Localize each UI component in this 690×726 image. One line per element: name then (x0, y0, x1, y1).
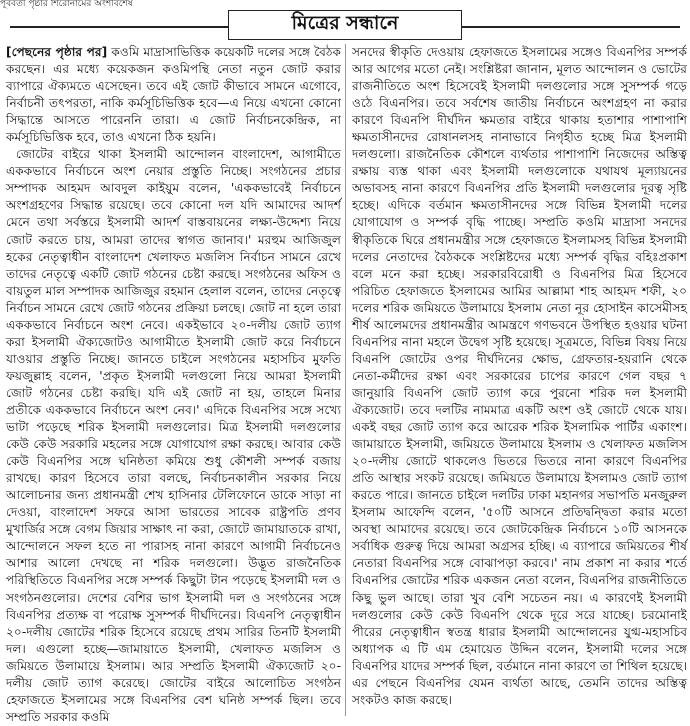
article-column-left (6, 44, 342, 724)
paragraph (6, 44, 341, 146)
previous-text-strip: পূর্ববর্তী পৃষ্ঠার শিরোনামের অংশবিশেষ (0, 0, 133, 9)
continuation-label: [পেছনের পৃষ্ঠার পর] (6, 45, 108, 59)
headline-box (228, 10, 462, 40)
paragraph-text: কওমি মাদ্রাসাভিত্তিক কয়েকটি দলের সঙ্গে বৈঠক করছেন। এর মধ্যে কয়েকজন কওমিপন্থি নেতা নতুন জোট করার ব্যাপারে ঐক্যমতে এসেছেন। তবে এই জোট কীভাবে সামনে এগোবে, নির্বাচনী তৎপরতা, নাকি কর্মসূচিভিত্তিক হবে—এ নিয়ে এখনো কোনো সিদ্ধান্তে আসতে পারেননি তারা। এ জোট নির্বাচনকেন্দ্রিক, না কর্মসূচিভিত্তিক হবে, তাও এখনো ঠিক হয়নি। (6, 45, 342, 145)
column-divider (345, 44, 346, 716)
headline-rule-right (462, 26, 680, 28)
headline-rule-left (10, 26, 228, 28)
paragraph: সনদের স্বীকৃতি দেওয়ায় হেফাজতে ইসলামের সঙ্গেও বিএনপির সম্পর্ক আর আগের মতো নেই। সংশ্লিষ্টরা জানান, মূলত আন্দোলন ও ভোটের রাজনীতিতে অংশ হিসেবেই ইসলামী দলগুলোর সঙ্গে সুসম্পর্ক গড়ে ওঠে বিএনপির। তবে সর্বশেষ জাতীয় নির্বাচনে অংশগ্রহণ না করার কারণে বিএনপি দীর্ঘদিন ক্ষমতার বাইরে থাকায় হতাশার পাশাপাশি ক্ষমতাসীনদের রোষানলসহ নানাভাবে নিগৃহীত হচ্ছে মিত্র ইসলামী দলগুলো। রাজনৈতিক কৌশলে ব্যর্থতার পাশাপাশি নিজেদের অস্তিত্ব রক্ষায় ব্যস্ত থাকা এবং ইসলামী দলগুলোকে যথাযথ মূল্যায়নের অভাবসহ নানা কারণে বিএনপির প্রতি ইসলামী দলগুলোর দূরত্ব সৃষ্টি হচ্ছে। এদিকে বর্তমান ক্ষমতাসীনদের সঙ্গে বিভিন্ন ইসলামী দলের যোগাযোগ ও সম্পর্ক বৃদ্ধি পাচ্ছে। সম্প্রতি কওমি মাদ্রাসা সনদের স্বীকৃতিকে ঘিরে প্রধানমন্ত্রীর সঙ্গে হেফাজতে ইসলামসহ বিভিন্ন ইসলামী দলের নেতাদের বৈঠককে সংশ্লিষ্টদের মধ্যে সম্পর্ক বৃদ্ধির বহিঃপ্রকাশ বলে মনে করা হচ্ছে। সরকারবিরোধী ও বিএনপির মিত্র হিসেবে পরিচিত হেফাজতে ইসলামের আমির আল্লামা শাহ আহমদ শফী, ২০ দলের শরিক জমিয়তে উলামায়ে ইসলাম নেতা নূর হোসাইন কাসেমীসহ শীর্ষ আলেমদের প্রধানমন্ত্রীর আমন্ত্রণে গণভবনে উপস্থিত হওয়ার ঘটনা বিএনপির নানা মহলে উদ্বেগ সৃষ্টি হয়েছে। সূত্রমতে, বিভিন্ন বিষয় নিয়ে বিএনপি জোটের ওপর দীর্ঘদিনের ক্ষোভ, গ্রেফতার-হয়রানি থেকে নেতা-কর্মীদের রক্ষা এবং সরকারের চাপের কারণে গেল বছর ৭ জানুয়ারি বিএনপি জোট ত্যাগ করে পুরনো শরিক দল ইসলামী ঐক্যজোট। তবে দলটির নামমাত্র একটি অংশ ওই জোটে থেকে যায়। একই বছর জোট ত্যাগ করে আরেক শরিক ইসলামিক পার্টির একাংশ। জামায়াতে ইসলামী, জমিয়তে উলামায়ে ইসলাম ও খেলাফত মজলিস ২০-দলীয় জোটে থাকলেও ভিতরে ভিতরে নানা কারণে বিএনপির প্রতি আস্থার সংকট রয়েছে। জমিয়তে উলামায়ে ইসলামও জোট ত্যাগ করতে পারে। জানতে চাইলে দলটির ঢাকা মহানগর সভাপতি মনজুরুল ইসলাম আফেন্দি বলেন, '৫০টি আসনে প্রতিদ্বন্দ্বিতা করার মতো অবস্থা আমাদের রয়েছে। তবে জোটকেন্দ্রিক নির্বাচনে ১০টি আসনকে সর্বাধিক গুরুত্ব দিয়ে আমরা অগ্রসর হচ্ছি। এ ব্যাপারে জমিয়তের শীর্ষ নেতারা বিএনপির সঙ্গে বোঝাপড়া করবে।' নাম প্রকাশ না করার শর্তে বিএনপির জোটের শরিক একজন নেতা বলেন, বিএনপির রাজনীতিতে কিছু ভুল আছে। তারা খুব বেশি সচেতন নয়। এ কারণেই ইসলামী দলগুলোর কেউ কেউ বিএনপি থেকে দূরে সরে যাচ্ছে। চরমোনাই পীরের নেতৃত্বাধীন স্বতন্ত্র ধারার ইসলামী আন্দোলনের যুগ্ম-মহাসচিব অধ্যাপক এ টি এম হেমায়েত উদ্দিন বলেন, ইসলামী দলের সঙ্গে বিএনপির যাদের সম্পর্ক ছিল, বর্তমানে নানা কারণে তা শিথিল হয়েছে। এর পেছনে বিএনপির যেমন ব্যর্থতা আছে, তেমনি তাদের অস্তিত্ব সংকটও কাজ করছে। (352, 45, 687, 707)
headline: মিত্রের সন্ধানে (291, 12, 399, 34)
paragraph: জোটের বাইরে থাকা ইসলামী আন্দোলন বাংলাদেশ, আগামীতে এককভাবে নির্বাচনে অংশ নেয়ার প্রস্তুতি নিচ্ছে। সংগঠনের প্রচার সম্পাদক আহমদ আবদুল কাইয়ুম বলেন, 'এককভাবেই নির্বাচনে অংশগ্রহণের সিদ্ধান্ত রয়েছে। তবে কোনো দল যদি আমাদের আদর্শ মেনে তথা সর্বস্তরে ইসলামী আদর্শ বাস্তবায়নের লক্ষ্য-উদ্দেশ্য নিয়ে জোট করতে চায়, আমরা তাদের স্বাগত জানাব।' মরহুম আজিজুল হকের নেতৃত্বাধীন বাংলাদেশ খেলাফত মজলিস নির্বাচন সামনে রেখে তাদের নেতৃত্বে একটি জোট গঠনের চেষ্টা করছে। সংগঠনের অফিস ও বায়তুল মাল সম্পাদক আজিজুর রহমান হেলাল বলেন, তাদের নেতৃত্বে নির্বাচন সামনে রেখে জোট গঠনের প্রক্রিয়া চলছে। জোট না হলে তারা এককভাবে নির্বাচনে অংশ নেবে। একইভাবে ২০-দলীয় জোট ত্যাগ করা ইসলামী ঐক্যজোটও আগামীতে ইসলামী জোট করে নির্বাচনে যাওয়ার প্রস্তুতি নিচ্ছে। জানতে চাইলে সংগঠনের মহাসচিব মুফতি ফয়জুল্লাহ বলেন, 'প্রকৃত ইসলামী দলগুলো নিয়ে আমরা ইসলামী জোট গঠনের চেষ্টা করছি। যদি এই জোট না হয়, তাহলে মিনার প্রতীকে এককভাবে নির্বাচনে অংশ নেব।' এদিকে বিএনপির সঙ্গে সখ্যে ভাটা পড়েছে শরিক ইসলামী দলগুলোর। মিত্র ইসলামী দলগুলোর কেউ কেউ সরকারি মহলের সঙ্গে যোগাযোগ রক্ষা করছে। আবার কেউ কেউ বিএনপির সঙ্গে ঘনিষ্ঠতা কমিয়ে শুধু কৌশলী সম্পর্ক বজায় রাখছে। কারণ হিসেবে তারা বলছে, নির্বাচনকালীন সরকার নিয়ে আলোচনার জন্য প্রধানমন্ত্রী শেখ হাসিনার টেলিফোনে ডাকে সাড়া না দেওয়া, বাংলাদেশ সফরে আসা ভারতের সাবেক রাষ্ট্রপতি প্রণব মুখার্জির সঙ্গে বেগম জিয়ার সাক্ষাৎ না করা, জোটে জামায়াতকে রাখা, আন্দোলনে সফল হতে না পারাসহ নানা কারণে আগামী নির্বাচনেও আশার আলো দেখছে না শরিক দলগুলো। উদ্ভূত রাজনৈতিক পরিস্থিতিতে বিএনপির সঙ্গে সম্পর্ক কিছুটা টান পড়েছে ইসলামী দল ও সংগঠনগুলোর। দেশের বেশির ভাগ ইসলামী দল ও সংগঠনের সঙ্গে বিএনপির প্রত্যক্ষ বা পরোক্ষ সুসম্পর্ক দীর্ঘদিনের। বিএনপি নেতৃত্বাধীন ২০-দলীয় জোটের শরিক হিসেবে রয়েছে প্রথম সারির তিনটি ইসলামী দল। এগুলো হচ্ছে—জামায়াতে ইসলামী, খেলাফত মজলিস ও জমিয়তে উলামায়ে ইসলাম। আর সম্প্রতি ইসলামী ঐক্যজোট ২০-দলীয় জোট ত্যাগ করেছে। জোটের বাইরে আলোচিত সংগঠন হেফাজতে ইসলামের সঙ্গে বিএনপির বেশ ঘনিষ্ঠ সম্পর্ক ছিল। তবে সম্প্রতি সরকার কওমি (6, 147, 341, 724)
article-column-right (352, 44, 687, 716)
